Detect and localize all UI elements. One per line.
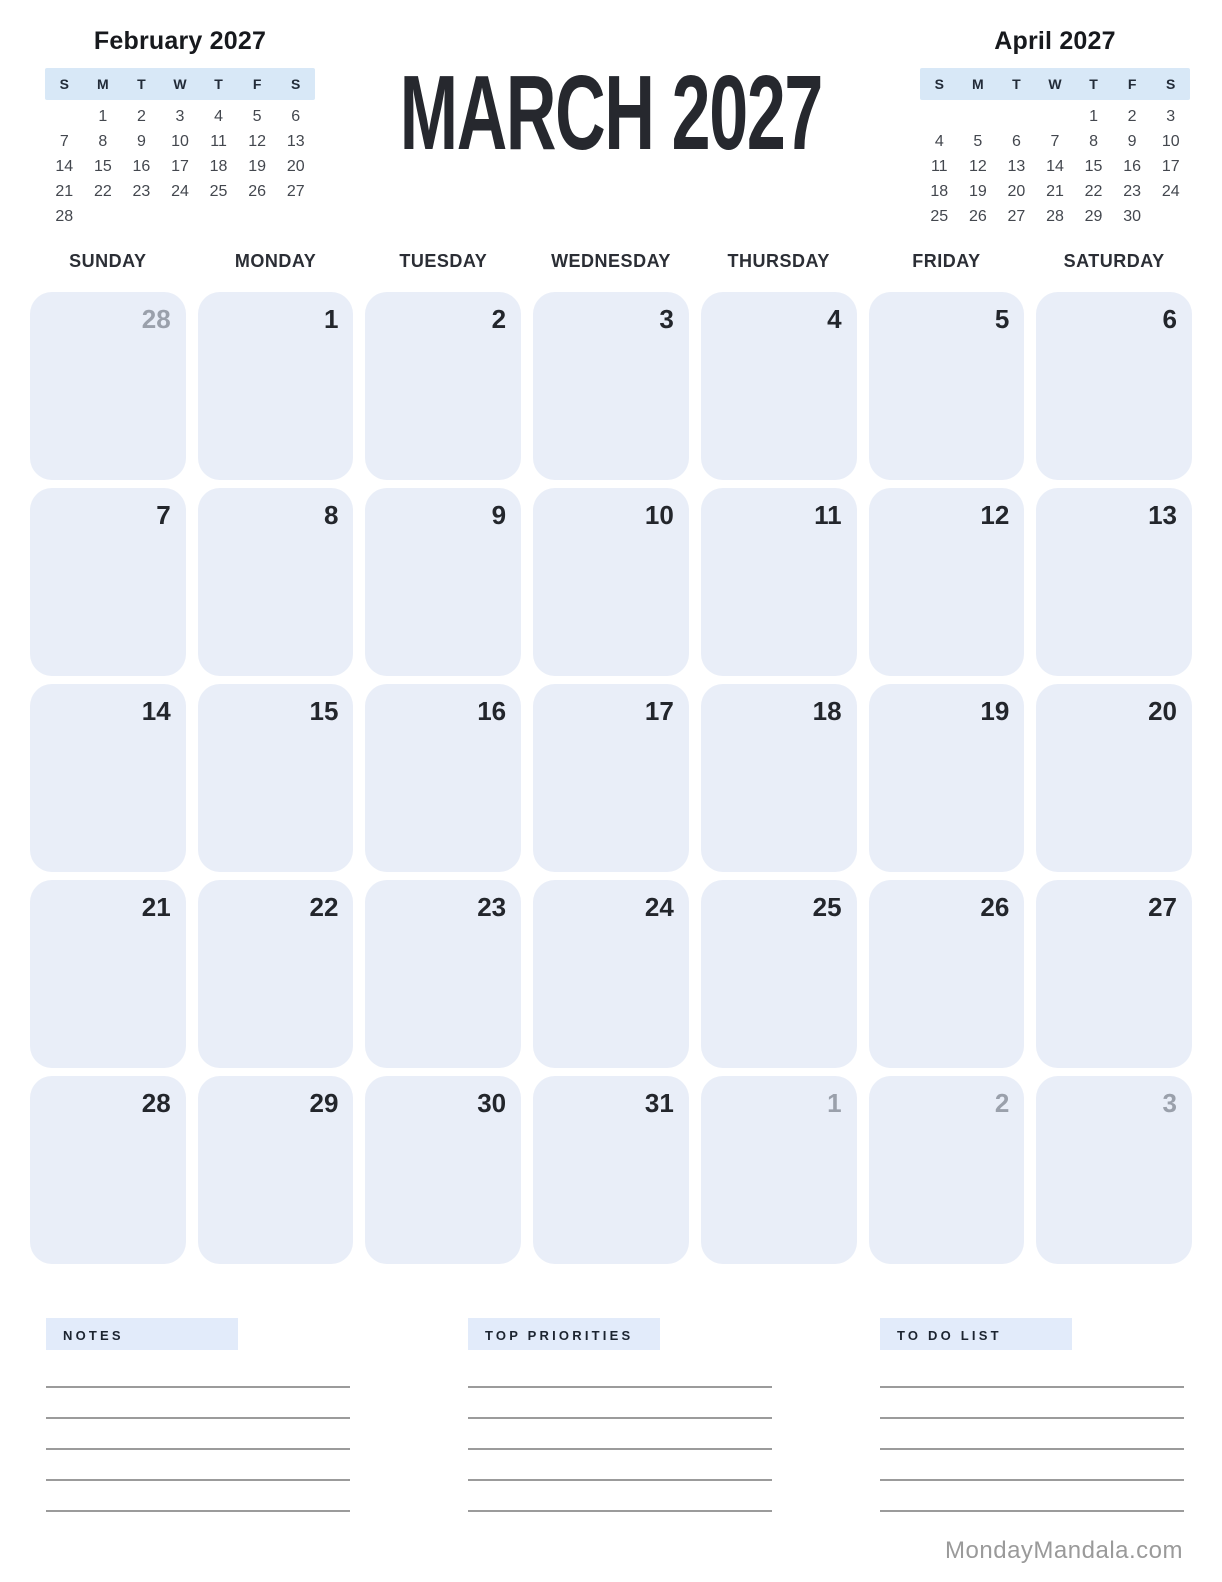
- ruled-line: [46, 1479, 350, 1481]
- mini-day: 15: [93, 158, 112, 175]
- day-number: 27: [1148, 892, 1177, 922]
- ruled-line: [46, 1448, 350, 1450]
- weekday-letter: S: [934, 76, 944, 92]
- mini-day: 29: [1084, 208, 1103, 225]
- mini-day: [959, 104, 998, 129]
- month-grid: [30, 292, 1192, 1264]
- weekday-header-row: [30, 251, 1192, 272]
- mini-day: 4: [934, 133, 944, 150]
- day-cell: [701, 292, 857, 480]
- day-number: 7: [156, 500, 171, 530]
- todo-list-section: [880, 1318, 1184, 1541]
- weekday-letter: T: [1089, 76, 1098, 92]
- mini-day: 25: [930, 208, 949, 225]
- day-cell: [869, 488, 1025, 676]
- mini-day: 16: [132, 158, 151, 175]
- day-cell: [1036, 684, 1192, 872]
- day-number: 29: [309, 1088, 339, 1118]
- weekday-letter: F: [252, 76, 262, 92]
- day-cell: [869, 1076, 1025, 1264]
- day-cell: [198, 1076, 354, 1264]
- weekday-letter: S: [1166, 76, 1176, 92]
- mini-day: 2: [1127, 108, 1137, 125]
- mini-day: 14: [1046, 158, 1064, 175]
- day-number: 25: [812, 892, 842, 922]
- day-cell: [533, 1076, 689, 1264]
- todo-list-label: TO DO LIST: [880, 1318, 1072, 1350]
- day-cell: [869, 292, 1025, 480]
- day-cell: [533, 488, 689, 676]
- mini-day: 20: [286, 158, 305, 175]
- mini-day: 10: [171, 133, 189, 150]
- day-number: 8: [323, 500, 339, 530]
- mini-day: 24: [171, 183, 189, 200]
- mini-day: [997, 104, 1036, 129]
- top-priorities-label: TOP PRIORITIES: [468, 1318, 660, 1350]
- day-number: 3: [1162, 1088, 1177, 1118]
- weekday-label: WEDNESDAY: [551, 251, 671, 271]
- mini-day: 30: [1123, 208, 1142, 225]
- day-cell: [1036, 1076, 1192, 1264]
- mini-weekday-header: [920, 68, 1190, 100]
- day-number: 17: [644, 696, 674, 726]
- weekday-label: THURSDAY: [727, 251, 830, 271]
- ruled-line: [468, 1417, 772, 1419]
- mini-day: 23: [132, 183, 151, 200]
- day-number: 15: [309, 696, 339, 726]
- weekday-label: MONDAY: [234, 251, 317, 271]
- mini-day: 1: [1089, 108, 1099, 125]
- mini-day: 20: [1007, 183, 1026, 200]
- mini-day: 4: [214, 108, 224, 125]
- day-number: 1: [323, 304, 339, 334]
- mini-day: 19: [248, 158, 267, 175]
- mini-day: 1: [98, 108, 108, 125]
- mini-day: 6: [291, 108, 301, 125]
- mini-day: 16: [1123, 158, 1142, 175]
- mini-day: 21: [55, 183, 74, 200]
- day-number: 2: [491, 304, 507, 334]
- day-cell: [30, 292, 186, 480]
- ruled-line: [880, 1386, 1184, 1388]
- mini-day: 27: [1007, 208, 1026, 225]
- mini-day: 13: [1007, 158, 1026, 175]
- day-cell: [1036, 292, 1192, 480]
- mini-day: 10: [1161, 133, 1180, 150]
- day-number: 11: [814, 500, 842, 530]
- day-cell: [365, 1076, 521, 1264]
- day-number: 4: [827, 304, 842, 334]
- day-number: 14: [141, 696, 171, 726]
- day-number: 13: [1148, 500, 1177, 530]
- ruled-line: [880, 1448, 1184, 1450]
- ruled-line: [880, 1479, 1184, 1481]
- ruled-line: [468, 1448, 772, 1450]
- mini-day: 28: [1046, 208, 1064, 225]
- weekday-letter: S: [59, 76, 69, 92]
- day-number: 31: [644, 1088, 674, 1118]
- day-number: 18: [812, 696, 842, 726]
- mini-day: 22: [1084, 183, 1103, 200]
- mini-day: 3: [1166, 108, 1176, 125]
- day-number: 9: [491, 500, 507, 530]
- day-cell: [365, 488, 521, 676]
- day-number: 12: [980, 500, 1010, 530]
- todo-list-ruled-lines: [880, 1386, 1184, 1512]
- mini-day: 7: [1050, 133, 1060, 150]
- weekday-label: SATURDAY: [1063, 251, 1165, 271]
- mini-day: 3: [175, 108, 185, 125]
- day-cell: [869, 880, 1025, 1068]
- day-number: 24: [644, 892, 674, 922]
- day-cell: [869, 684, 1025, 872]
- day-number: 2: [994, 1088, 1010, 1118]
- day-number: 26: [980, 892, 1010, 922]
- mini-calendar-april: [920, 26, 1190, 229]
- weekday-letter: W: [1048, 76, 1062, 92]
- day-number: 19: [980, 696, 1010, 726]
- weekday-letter: M: [97, 76, 109, 92]
- day-cell: [1036, 488, 1192, 676]
- day-number: 28: [141, 304, 171, 334]
- mini-day: 11: [930, 158, 948, 175]
- mini-day: 26: [248, 183, 267, 200]
- day-cell: [365, 684, 521, 872]
- day-number: 10: [644, 500, 674, 530]
- mini-day: 2: [136, 108, 146, 125]
- mini-day: 15: [1084, 158, 1103, 175]
- day-cell: [30, 488, 186, 676]
- day-cell: [701, 880, 857, 1068]
- weekday-letter: T: [1012, 76, 1021, 92]
- ruled-line: [880, 1510, 1184, 1512]
- ruled-line: [46, 1417, 350, 1419]
- mini-day: 13: [286, 133, 305, 150]
- day-cell: [198, 880, 354, 1068]
- mini-day: 18: [209, 158, 228, 175]
- mini-day: 19: [968, 183, 987, 200]
- weekday-label: TUESDAY: [399, 251, 488, 271]
- mini-day: [1036, 104, 1075, 129]
- mini-day: 17: [171, 158, 189, 175]
- mini-day: 25: [209, 183, 228, 200]
- day-number: 6: [1162, 304, 1177, 334]
- mini-day: 6: [1011, 133, 1021, 150]
- mini-day: 12: [968, 158, 987, 175]
- notes-ruled-lines: [46, 1386, 350, 1512]
- mini-day: 17: [1161, 158, 1180, 175]
- mini-day: 21: [1046, 183, 1064, 200]
- day-cell: [365, 880, 521, 1068]
- day-cell: [533, 684, 689, 872]
- day-cell: [1036, 880, 1192, 1068]
- weekday-letter: M: [972, 76, 984, 92]
- top-priorities-ruled-lines: [468, 1386, 772, 1512]
- mini-day-grid: [920, 104, 1190, 229]
- weekday-label: FRIDAY: [912, 251, 981, 271]
- day-number: 1: [827, 1088, 842, 1118]
- day-cell: [30, 880, 186, 1068]
- notes-label: NOTES: [46, 1318, 238, 1350]
- weekday-letter: F: [1127, 76, 1137, 92]
- day-number: 16: [477, 696, 507, 726]
- mini-day: 5: [973, 133, 983, 150]
- weekday-letter: W: [173, 76, 187, 92]
- day-cell: [701, 684, 857, 872]
- day-cell: [198, 292, 354, 480]
- ruled-line: [468, 1479, 772, 1481]
- day-cell: [533, 880, 689, 1068]
- mini-day: 9: [136, 133, 146, 150]
- mini-day: 27: [286, 183, 305, 200]
- page-title: MARCH 2027: [399, 54, 823, 172]
- ruled-line: [46, 1510, 350, 1512]
- notes-section: [46, 1318, 350, 1541]
- weekday-letter: S: [291, 76, 301, 92]
- weekday-letter: T: [137, 76, 146, 92]
- ruled-line: [468, 1510, 772, 1512]
- mini-day: 14: [55, 158, 74, 175]
- ruled-line: [46, 1386, 350, 1388]
- mini-day: 7: [59, 133, 69, 150]
- mini-day: 12: [248, 133, 267, 150]
- ruled-line: [880, 1417, 1184, 1419]
- mini-day: 24: [1161, 183, 1180, 200]
- day-number: 22: [309, 892, 339, 922]
- day-cell: [701, 488, 857, 676]
- mini-day: 26: [968, 208, 987, 225]
- mini-calendar-title: April 2027: [994, 27, 1116, 55]
- day-cell: [533, 292, 689, 480]
- mini-day: 28: [55, 208, 74, 225]
- day-cell: [30, 684, 186, 872]
- day-number: 30: [477, 1088, 507, 1118]
- mini-day: 8: [98, 133, 108, 150]
- mini-day: 23: [1123, 183, 1142, 200]
- mini-day: 11: [210, 133, 227, 150]
- day-number: 5: [994, 304, 1010, 334]
- day-cell: [701, 1076, 857, 1264]
- mini-day: 5: [252, 108, 262, 125]
- mini-calendar-title: February 2027: [93, 27, 267, 55]
- day-number: 20: [1148, 696, 1177, 726]
- day-number: 23: [477, 892, 507, 922]
- day-number: 3: [659, 304, 674, 334]
- day-number: 28: [141, 1088, 171, 1118]
- day-cell: [198, 488, 354, 676]
- mini-day: 9: [1127, 133, 1137, 150]
- day-number: 21: [141, 892, 171, 922]
- weekday-label: SUNDAY: [69, 251, 147, 271]
- day-cell: [30, 1076, 186, 1264]
- weekday-letter: T: [214, 76, 223, 92]
- mini-day: 22: [93, 183, 112, 200]
- day-cell: [365, 292, 521, 480]
- mini-day: [920, 104, 959, 129]
- top-priorities-section: [468, 1318, 772, 1541]
- day-cell: [198, 684, 354, 872]
- mini-day: 18: [930, 183, 949, 200]
- footer-branding: MondayMandala.com: [945, 1537, 1183, 1564]
- mini-day: 8: [1089, 133, 1099, 150]
- ruled-line: [468, 1386, 772, 1388]
